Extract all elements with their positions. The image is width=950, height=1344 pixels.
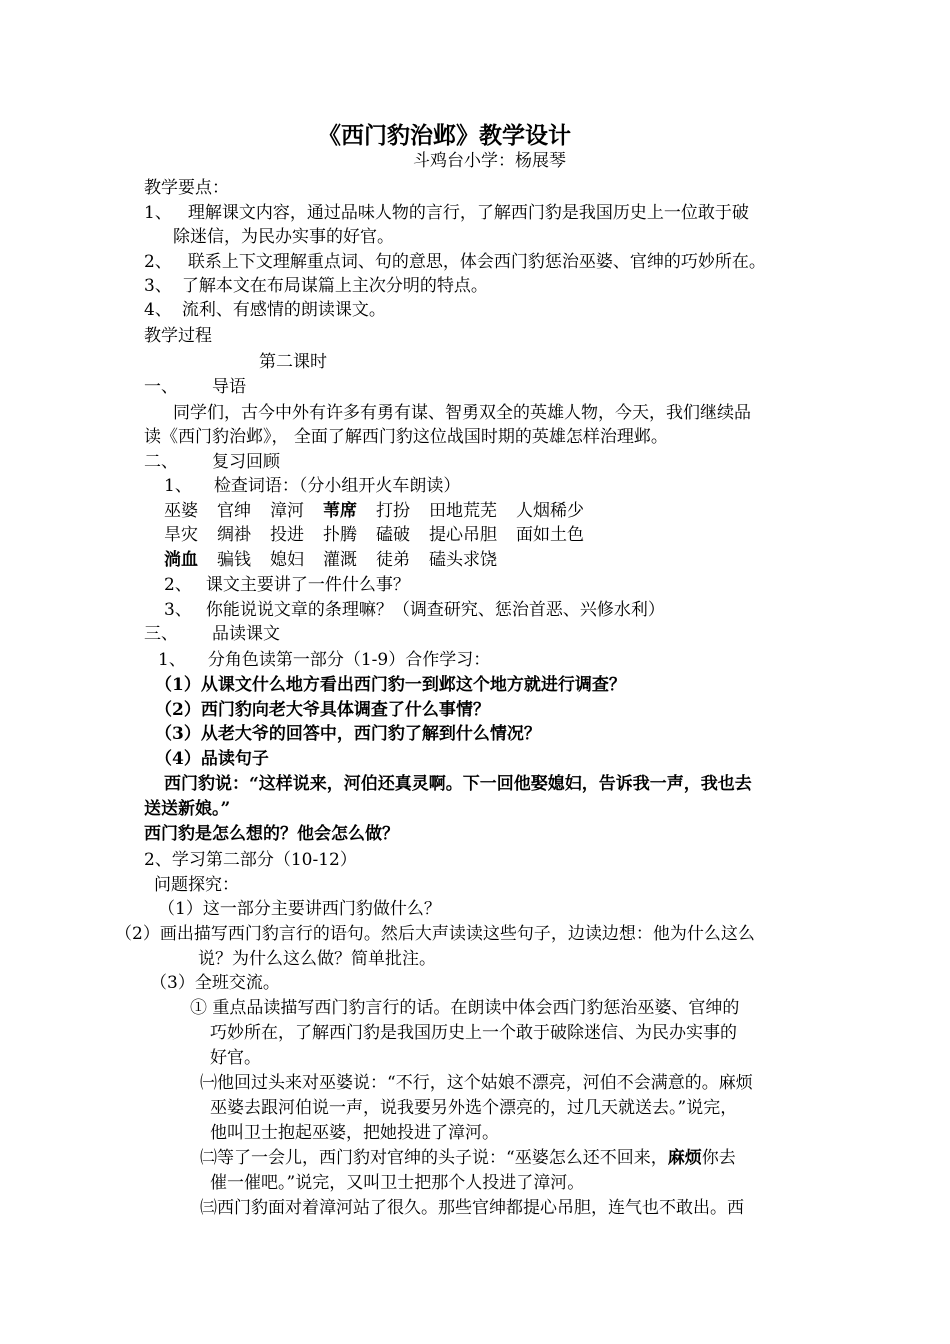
sentence-1-line-1: ㈠他回过头来对巫婆说：“不行，这个姑娘不漂亮，河伯不会满意的。麻烦 (200, 1073, 753, 1093)
focus-line-2: 巧妙所在，了解西门豹是我国历史上一个敢于破除迷信、为民办实事的 (210, 1023, 737, 1043)
sentence-3-line-1: ㈢西门豹面对着漳河站了很久。那些官绅都提心吊胆，连气也不敢出。西 (200, 1198, 744, 1218)
sentence-2-line-1: ㈡等了一会儿，西门豹对官绅的头子说：“巫婆怎么还不回来，麻烦你去 (200, 1148, 736, 1168)
question-4: （4）品读句子 (155, 749, 269, 769)
focus-line-3: 好官。 (210, 1048, 261, 1068)
document-title: 《西门豹治邺》教学设计 (318, 122, 571, 149)
intro-line-1: 同学们，古今中外有许多有勇有谋、智勇双全的英雄人物，今天，我们继续品 (173, 403, 751, 423)
section-2-heading: 二、 复习回顾 (144, 452, 280, 472)
question-how: 西门豹是怎么想的？他会怎么做？ (144, 824, 399, 844)
sentence-1-line-3: 他叫卫士抱起巫婆，把她投进了漳河。 (210, 1123, 499, 1143)
focus-line-1: ① 重点品读描写西门豹言行的话。在朗读中体会西门豹惩治巫婆、官绅的 (190, 998, 740, 1018)
question-3: （3）从老大爷的回答中，西门豹了解到什么情况？ (155, 724, 541, 744)
explore-item-1: （1）这一部分主要讲西门豹做什么？ (158, 899, 441, 919)
author-line: 斗鸡台小学：杨展琴 (413, 151, 566, 171)
section-1-heading: 一、 导语 (144, 377, 246, 397)
sentence-1-line-2: 巫婆去跟河伯说一声，说我要另外选个漂亮的，过几天就送去。”说完， (210, 1098, 738, 1118)
review-item-1: 1、 检查词语：（分小组开火车朗读） (164, 476, 461, 496)
explore-item-2-cont: 说？为什么这么做？简单批注。 (198, 949, 436, 969)
word-row-1: 巫婆 官绅 漳河 苇席 打扮 田地荒芜 人烟稀少 (164, 501, 584, 521)
review-item-2: 2、 课文主要讲了一件什么事？ (164, 575, 410, 595)
key-point-1-cont: 除迷信，为民办实事的好官。 (173, 227, 394, 247)
explore-heading: 问题探究： (154, 875, 239, 895)
question-2: （2）西门豹向老大爷具体调查了什么事情？ (155, 700, 490, 720)
reading-item-1: 1、 分角色读第一部分（1-9）合作学习： (158, 650, 491, 670)
part-2-heading: 2、学习第二部分（10-12） (144, 850, 357, 870)
word-row-2: 旱灾 绸褂 投进 扑腾 磕破 提心吊胆 面如土色 (164, 525, 584, 545)
quote-line-2: 送送新娘。” (144, 799, 231, 819)
key-point-4: 4、 流利、有感情的朗读课文。 (144, 300, 386, 320)
lesson-label: 第二课时 (259, 352, 327, 372)
question-1: （1）从课文什么地方看出西门豹一到邺这个地方就进行调查？ (155, 675, 626, 695)
quote-line-1: 西门豹说：“这样说来，河伯还真灵啊。下一回他娶媳妇，告诉我一声，我也去 (164, 774, 752, 794)
word-row-3: 淌血 骗钱 媳妇 灌溉 徒弟 磕头求饶 (164, 550, 497, 570)
section-3-heading: 三、 品读课文 (144, 624, 280, 644)
key-points-heading: 教学要点： (144, 178, 229, 198)
key-point-3: 3、 了解本文在布局谋篇上主次分明的特点。 (144, 276, 488, 296)
key-point-2: 2、 联系上下文理解重点词、句的意思，体会西门豹惩治巫婆、官绅的巧妙所在。 (144, 252, 766, 272)
intro-line-2: 读《西门豹治邺》， 全面了解西门豹这位战国时期的英雄怎样治理邺。 (144, 427, 668, 447)
process-heading: 教学过程 (144, 326, 212, 346)
key-point-1: 1、 理解课文内容，通过品味人物的言行，了解西门豹是我国历史上一位敢于破 (144, 203, 749, 223)
explore-item-2: （2）画出描写西门豹言行的语句。然后大声读读这些句子，边读边想：他为什么这么 (115, 924, 755, 944)
sentence-2-line-2: 催一催吧。”说完，又叫卫士把那个人投进了漳河。 (210, 1173, 585, 1193)
explore-item-3: （3）全班交流。 (150, 973, 280, 993)
review-item-3: 3、 你能说说文章的条理嘛？（调查研究、惩治首恶、兴修水利） (164, 600, 665, 620)
